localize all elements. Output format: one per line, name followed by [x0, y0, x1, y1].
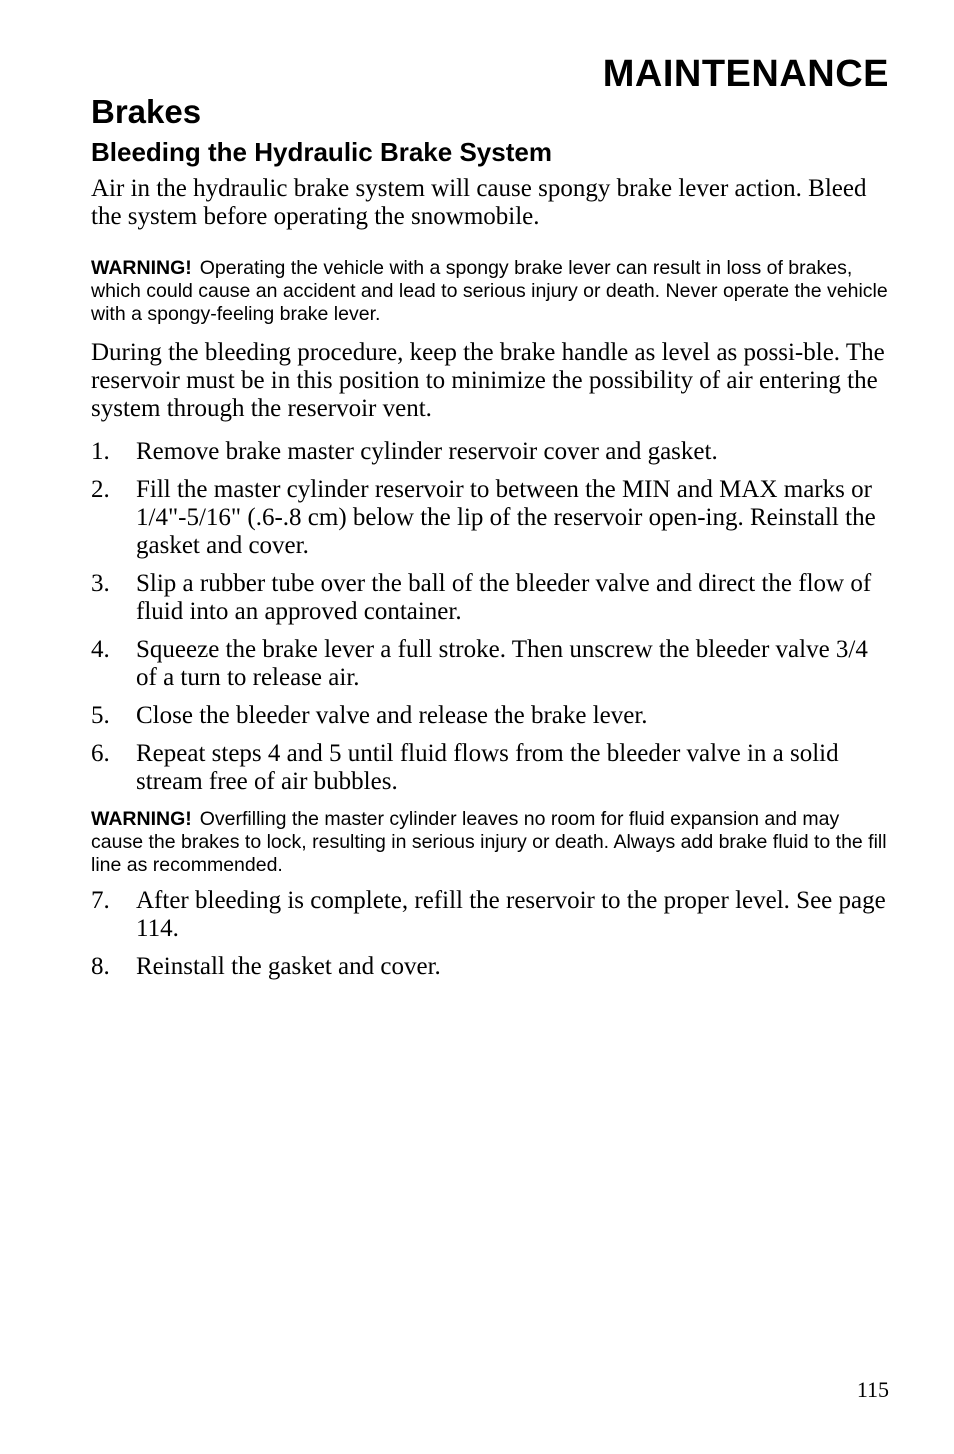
step-text: Close the bleeder valve and release the brake lever.: [136, 702, 648, 729]
steps-list-continued: [91, 887, 889, 981]
warning-text: Overfilling the master cylinder leaves no room for fluid expansion and may cause the brakes to lock, resulting in serious injury or death. Always add brake fluid to the fill line as recommended.: [91, 808, 887, 876]
page-number: 115: [856, 1377, 889, 1402]
section-header: MAINTENANCE: [602, 53, 889, 95]
step-number: 7.: [91, 887, 110, 914]
page-subtitle: Bleeding the Hydraulic Brake System: [91, 137, 552, 167]
warning-label: WARNING!: [91, 257, 192, 279]
list-item: [91, 438, 889, 466]
step-text: Remove brake master cylinder reservoir cover and gasket.: [136, 438, 718, 465]
list-item: [91, 476, 889, 560]
warning-block-1: [91, 257, 889, 326]
step-number: 5.: [91, 702, 110, 729]
list-item: [91, 702, 889, 730]
list-item: [91, 953, 889, 981]
step-number: 8.: [91, 953, 110, 980]
step-number: 6.: [91, 740, 110, 767]
step-number: 3.: [91, 570, 110, 597]
steps-list: [91, 438, 889, 796]
list-item: [91, 636, 889, 692]
step-text: Slip a rubber tube over the ball of the bleeder valve and direct the flow of fluid into an approved container.: [136, 570, 872, 625]
warning-block-2: [91, 808, 889, 877]
warning-text: Operating the vehicle with a spongy brake lever can result in loss of brakes, which could cause an accident and lead to serious injury or death. Never operate the vehicle with a spongy-feeling brake lever.: [91, 257, 888, 325]
step-text: Fill the master cylinder reservoir to between the MIN and MAX marks or 1/4"-5/16" (.6-.8 cm) below the lip of the reservoir open-ing. Reinstall the gasket and cover.: [136, 476, 876, 559]
step-text: Squeeze the brake lever a full stroke. Then unscrew the bleeder valve 3/4 of a turn to release air.: [136, 636, 868, 691]
step-text: After bleeding is complete, refill the reservoir to the proper level. See page 114.: [136, 887, 886, 942]
list-item: [91, 740, 889, 796]
step-text: Repeat steps 4 and 5 until fluid flows from the bleeder valve in a solid stream free of air bubbles.: [136, 740, 839, 795]
step-number: 4.: [91, 636, 110, 663]
step-text: Reinstall the gasket and cover.: [136, 953, 441, 980]
page-title: Brakes: [91, 93, 202, 130]
list-item: [91, 570, 889, 626]
intro-paragraph: Air in the hydraulic brake system will cause spongy brake lever action. Bleed the system before operating the snowmobile.: [91, 175, 867, 230]
step-number: 1.: [91, 438, 110, 465]
list-item: [91, 887, 889, 943]
step-number: 2.: [91, 476, 110, 503]
content: [91, 175, 889, 981]
procedure-note: During the bleeding procedure, keep the brake handle as level as possi-ble. The reservoir must be in this position to minimize the possibility of air entering the system through the reservoir vent.: [91, 339, 885, 422]
warning-label: WARNING!: [91, 808, 192, 830]
